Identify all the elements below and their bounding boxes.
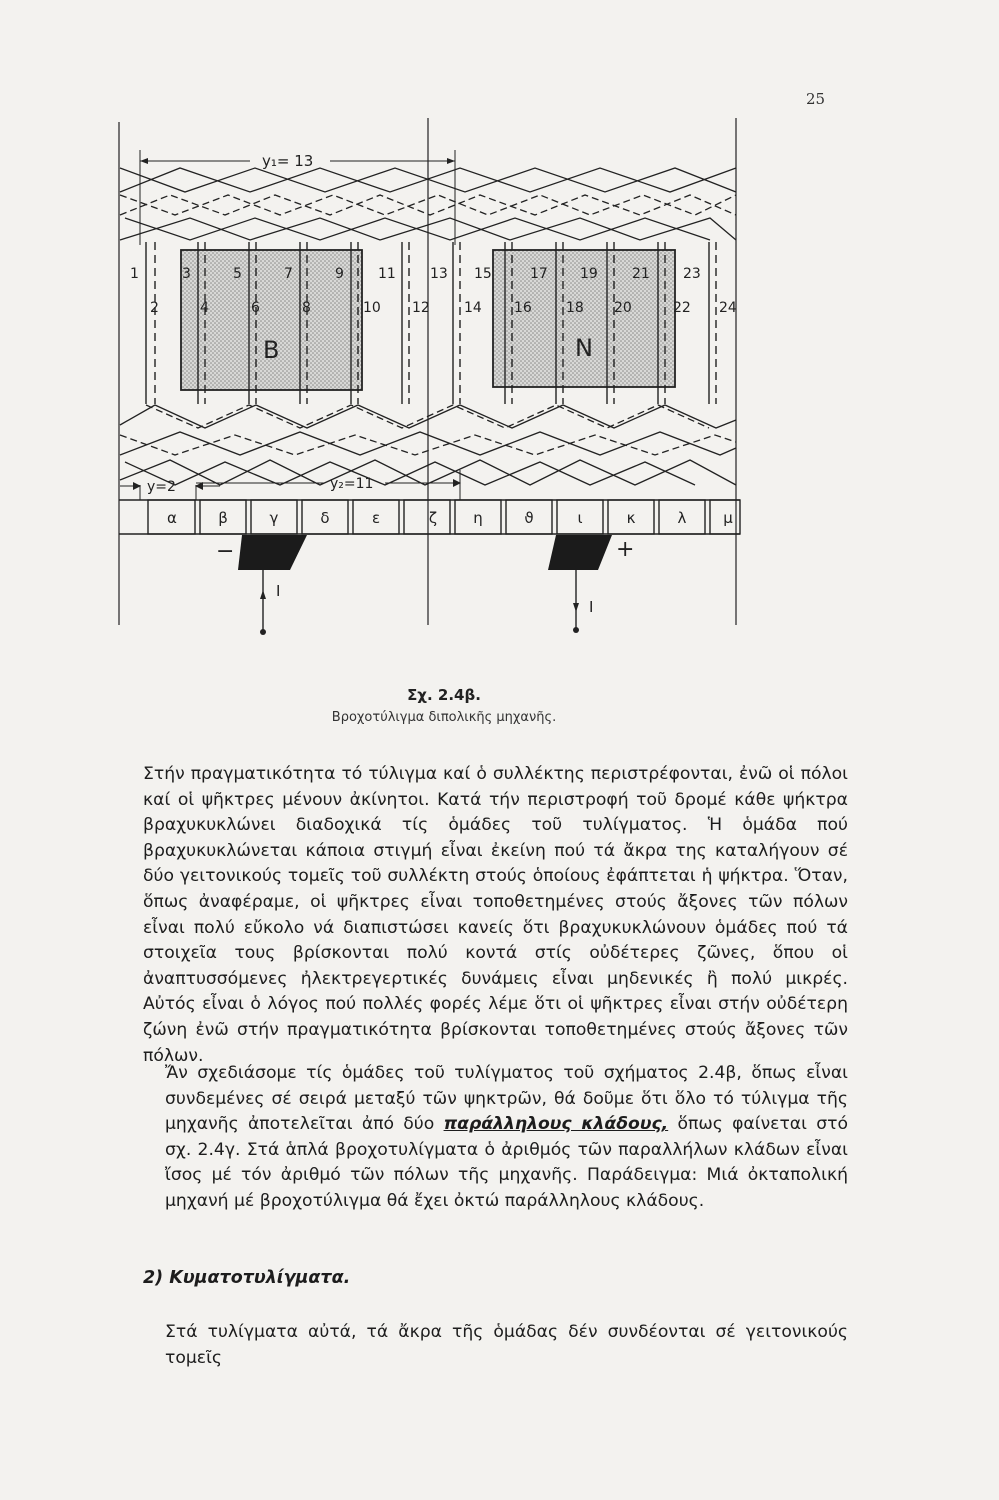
pole-b-label: B [263, 336, 280, 364]
slot-label: 22 [673, 300, 691, 316]
segment-label: γ [269, 509, 279, 527]
current-lead-right [573, 570, 593, 633]
slot-label: 5 [233, 266, 242, 282]
slot-label: 13 [430, 266, 448, 282]
slot-label: 19 [580, 266, 598, 282]
paragraph-1 [143, 762, 848, 1069]
pitch-y2-dimension [196, 470, 460, 500]
paragraph-1-text: Στήν πραγματικότητα τό τύλιγμα καί ὁ συλλέκτης περιστρέφονται, ἐνῶ οἱ πόλοι καί οἱ ψῆκτρες μένουν ἀκίνητοι. Κατά τήν περιστροφή τοῦ δρομέ κάθε ψήκτρα βραχυκυκλώνει διαδοχικά τίς ὁμάδες τοῦ τυλίγματος. Ἡ ὁμάδα πού βραχυκυκλώνεται κάποια στιγμή εἶναι ἐκείνη πού τά ἄκρα της καταλήγουν σέ δύο γειτονικούς τομεῖς τοῦ συλλέκτη στούς ὁποίους ἐφάπτεται ἡ ψήκτρα. Ὅταν, ὅπως ἀναφέραμε, οἱ ψῆκτρες εἶναι τοποθετημένες στούς ἄξονες τῶν πόλων εἶναι πολύ εὔκολο νά διαπιστώσει κανείς ὅτι βραχυκυκλώνουν ὁμάδες πού τά στοιχεῖα τους βρίσκονται πολύ κοντά στίς οὐδέτερες ζῶνες, ὅπου οἱ ἀναπτυσσόμενες ἠλεκτρεγερτικές δυνάμεις εἶναι μηδενικές ἢ πολύ μικρές. Αὐτός εἶναι ὁ λόγος πού πολλές φορές λέμε ὅτι οἱ ψῆκτρες εἶναι στήν οὐδέτερη ζώνη ἐνῶ στήν πραγματικότητα βρίσκονται τοποθετημένες στούς ἄξονες τῶν πόλων. [143, 764, 848, 1066]
paragraph-2-before: Ἄν σχεδιάσομε τίς ὁμάδες τοῦ τυλίγματος τοῦ σχήματος 2.4β, ὅπως εἶναι συνδεμένες σέ σειρά μεταξύ τῶν ψηκτρῶν, θά δοῦμε ὅτι ὅλο τό τύλιγμα τῆς μηχανῆς ἀποτελεῖται ἀπό δύο [165, 1063, 848, 1135]
page-number: 25 [806, 90, 826, 108]
current-label-right: I [589, 598, 594, 616]
slot-label: 10 [363, 300, 381, 316]
slot-label: 3 [182, 266, 191, 282]
segment-label: η [473, 509, 483, 527]
lap-winding-diagram [0, 0, 999, 680]
slot-label: 14 [464, 300, 482, 316]
slot-label: 23 [683, 266, 701, 282]
figure-caption-title: Βροχοτύλιγμα διπολικῆς μηχανῆς. [331, 710, 557, 725]
segment-label: κ [626, 509, 636, 527]
brush-negative-sign: − [216, 539, 235, 564]
slot-label: 17 [530, 266, 548, 282]
slot-label: 11 [378, 266, 396, 282]
segment-label: ι [577, 509, 583, 527]
segment-label: ζ [428, 509, 438, 527]
current-lead-left [260, 570, 280, 635]
slot-label: 21 [632, 266, 650, 282]
section-heading-wave-windings: 2) Κυματοτυλίγματα. [143, 1268, 351, 1288]
pitch-y-label: y=2 [147, 479, 176, 495]
slot-label: 9 [335, 266, 344, 282]
paragraph-4 [143, 1320, 848, 1371]
slot-label: 16 [514, 300, 532, 316]
brush-positive [548, 535, 612, 570]
segment-label: ε [371, 509, 381, 527]
slot-label: 1 [130, 266, 139, 282]
segment-label: ϑ [524, 509, 534, 527]
paragraph-4-text: Στά τυλίγματα αὐτά, τά ἄκρα τῆς ὁμάδας δέν συνδέονται σέ γειτονικούς τομεῖς [165, 1322, 848, 1368]
slot-label: 20 [614, 300, 632, 316]
slot-label: 24 [719, 300, 737, 316]
slot-label: 6 [251, 300, 260, 316]
slot-label: 15 [474, 266, 492, 282]
emphasis-parallel-branches: παράλληλους κλάδους, [443, 1114, 669, 1135]
current-label-left: I [276, 582, 281, 600]
slot-label: 12 [412, 300, 430, 316]
paragraph-2 [143, 1061, 848, 1215]
pole-n-label: N [575, 334, 593, 362]
brush-positive-sign: + [616, 537, 635, 562]
pitch-y-dimension [120, 479, 220, 500]
segment-label: β [218, 509, 228, 527]
segment-label: α [167, 509, 177, 527]
slot-label: 18 [566, 300, 584, 316]
slot-label: 8 [302, 300, 311, 316]
slot-label: 4 [200, 300, 209, 316]
segment-label: λ [677, 509, 687, 527]
slot-label: 2 [150, 300, 159, 316]
slot-label: 7 [284, 266, 293, 282]
segment-label: μ [723, 509, 733, 527]
pitch-y2-label: y₂=11 [330, 476, 374, 492]
pitch-y1-label: y₁= 13 [262, 152, 314, 170]
segment-label: δ [320, 509, 330, 527]
brush-negative [238, 535, 307, 570]
figure-caption-number: Σχ. 2.4β. [407, 686, 481, 704]
paragraph-2-after: ὅπως φαίνεται στό σχ. 2.4γ. Στά ἁπλά βροχοτυλίγματα ὁ ἀριθμός τῶν παραλλήλων κλάδων εἶναι ἴσος μέ τόν ἀριθμό τῶν πόλων τῆς μηχανῆς. Παράδειγμα: Μιά ὀκταπολική μηχανή μέ βροχοτύλιγμα θά ἔχει ὀκτώ παράλληλους κλάδους. [165, 1114, 848, 1211]
